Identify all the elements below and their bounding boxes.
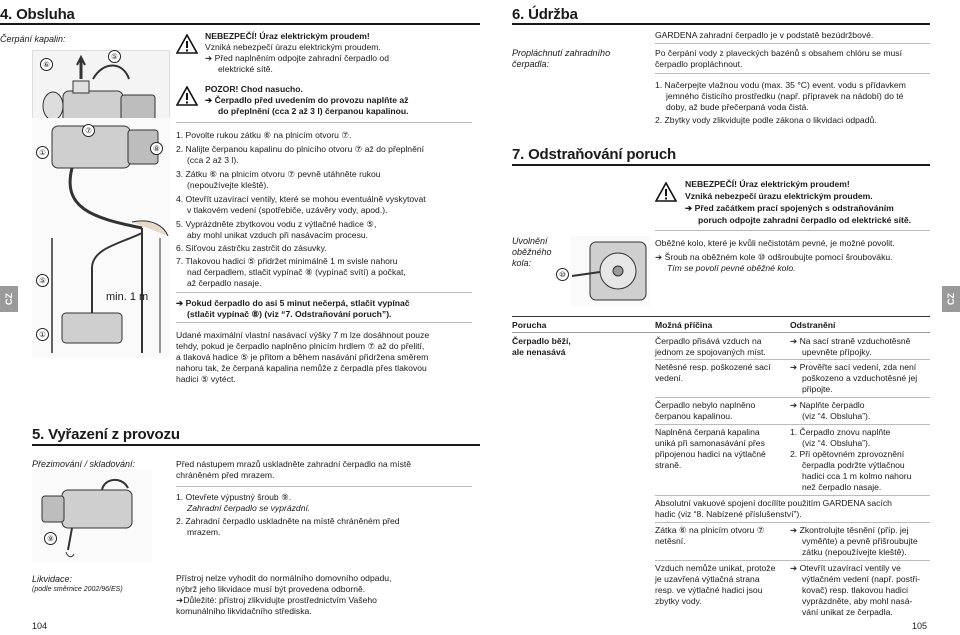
prez-step-2: 2. Zahradní čerpadlo uskladněte na místě chráněném před	[176, 516, 400, 526]
fix-cell: upevněte přípojky.	[802, 347, 872, 357]
pump-hose-figure	[32, 118, 170, 358]
cause-cell: netěsní.	[655, 536, 686, 546]
warning1-line2-row: ➔ Před naplněním odpojte zahradní čerpadlo od	[205, 53, 389, 63]
proplach-step-2: 2. Zbytky vody zlikvidujte podle zákona o likvidaci odpadů.	[655, 115, 877, 125]
divider	[176, 122, 472, 123]
cause-cell: straně.	[655, 460, 682, 470]
pump-drain-figure	[32, 470, 152, 562]
callout-6: ⑥	[40, 58, 53, 71]
fix-cell-row: ➔ Zkontrolujte těsnění (příp. jej	[790, 525, 909, 535]
note-bold-2: (stlačit vypínač ⑧) (viz “7. Odstraňování poruch”).	[187, 309, 392, 319]
row-rule	[655, 495, 930, 496]
section-rule	[512, 164, 930, 166]
step-4: 4. Otevřít uzavírací ventily, které se mohou eventuálně vyskytovat	[176, 194, 426, 204]
cause-cell: Absolutní vakuové spojení docílíte použitím GARDENA sacích	[655, 498, 892, 508]
step-7c: až čerpadlo nasaje.	[187, 278, 262, 288]
cause-cell: Čerpadlo přisává vzduch na	[655, 336, 762, 346]
prez-step-1: 1. Otevřete výpustný šroub ⑨.	[176, 492, 292, 502]
prezimovani-label: Přezimování / skladování:	[32, 459, 136, 469]
callout-8: ⑧	[150, 142, 163, 155]
arrow-icon: ➔	[790, 362, 800, 372]
warning3-line1: Vzniká nebezpečí úrazu elektrickým proudem.	[685, 191, 873, 201]
pump-drain-illustration	[32, 470, 152, 562]
kolo-label: Uvolnění oběžného kola:	[512, 236, 552, 268]
step-6: 6. Síťovou zástrčku zastrčit do zásuvky.	[176, 243, 327, 253]
table-header-fault: Porucha	[512, 320, 547, 330]
cause-cell: Čerpadlo nebylo naplněno	[655, 400, 756, 410]
fix-cell: hadici cca 1 m kolmo nahoru	[802, 471, 912, 481]
warning-triangle-icon	[655, 182, 677, 202]
cause-cell: resp. ve výtlačné hadici jsou	[655, 585, 763, 595]
divider	[176, 292, 472, 293]
para-4: nahoru tak, že čerpaná kapalina nemůže z čerpadla přes tlakovou	[176, 363, 427, 373]
step-3: 3. Zátku ⑥ na plnicím otvoru ⑦ pevně utáhněte rukou	[176, 169, 381, 179]
fix-cell: vání unikat ze čerpadla.	[802, 607, 893, 617]
para-2: tehdy, pokud je čerpadlo naplněno plnicím hrdlem ⑦ až do přelití,	[176, 341, 425, 351]
likv-text-2: nýbrž jeho likvidace musí být provedena odborně.	[176, 584, 366, 594]
prez-step-2b: mrazem.	[187, 527, 221, 537]
fault-cell: Čerpadlo běží,	[512, 336, 571, 346]
language-tab: CZ	[942, 286, 960, 312]
fix-cell: než čerpadlo nasaje.	[802, 482, 882, 492]
impeller-illustration	[570, 236, 650, 306]
kolo-text-2-row: ➔ Šroub na oběžném kole ⑩ odšroubujte pomocí šroubováku.	[655, 252, 893, 262]
min-height-label: min. 1 m	[106, 291, 149, 303]
proplach-label: Propláchnutí zahradního čerpadla:	[512, 48, 611, 69]
row-rule	[655, 424, 930, 425]
callout-9: ⑨	[44, 532, 57, 545]
cause-cell: uniká při samonasávání přes	[655, 438, 765, 448]
warning1-line3: elektrické sítě.	[218, 64, 273, 74]
step-5: 5. Vyprázdněte zbytkovou vodu z výtlačné hadice ⑤,	[176, 219, 377, 229]
divider	[176, 486, 472, 487]
likv-text-3-row: ➔Důležité: přístroj zlikvidujte prostřednictvím Vašeho	[176, 595, 377, 605]
fault-cell: ale nenasává	[512, 347, 566, 357]
arrow-icon: ➔	[205, 95, 215, 105]
fix-cell-row: ➔ Na sací straně vzduchotěsně	[790, 336, 911, 346]
callout-10: ⑩	[556, 268, 569, 281]
fix-cell: připojte.	[802, 384, 833, 394]
divider	[655, 230, 930, 231]
proplach-step-1c: doby, až bude přečerpaná voda čistá.	[666, 102, 809, 112]
divider	[655, 43, 930, 44]
likvidace-label: Likvidace:	[32, 574, 73, 584]
prez-step-1b: Zahradní čerpadlo se vyprázdní.	[187, 503, 311, 513]
row-rule	[655, 522, 930, 523]
cause-cell: vedení.	[655, 373, 684, 383]
prez-text-2: chráněném před mrazem.	[176, 470, 275, 480]
impeller-figure	[570, 236, 650, 306]
section-4-title: 4. Obsluha	[0, 6, 75, 23]
step-7: 7. Tlakovou hadici ⑤ přidržet minimálně 1 m svisle nahoru	[176, 256, 398, 266]
fix-cell: vyměňte) a pevně přišroubujte	[802, 536, 918, 546]
callout-7: ⑦	[82, 124, 95, 137]
prez-text-1: Před nástupem mrazů uskladněte zahradní čerpadlo na místě	[176, 459, 412, 469]
warning-triangle-icon	[176, 86, 198, 106]
warning2-title: POZOR! Chod nasucho.	[205, 84, 303, 94]
row-rule	[655, 359, 930, 360]
arrow-icon: ➔	[790, 563, 800, 573]
proplach-note-2: čerpadlo propláchnout.	[655, 59, 743, 69]
section-7-title: 7. Odstraňování poruch	[512, 146, 676, 163]
para-5: hadici ⑤ vytéct.	[176, 374, 236, 384]
cause-cell: připojenou hadici na výtlačné	[655, 449, 766, 459]
fix-cell: 1. Čerpadlo znovu naplňte	[790, 427, 891, 437]
fix-cell: vyprázdněte, aby mohl nasá-	[802, 596, 913, 606]
warning-triangle-icon	[176, 34, 198, 54]
step-1: 1. Povolte rukou zátku ⑥ na plnicím otvoru ⑦.	[176, 130, 352, 140]
para-3: a tlaková hadice ⑤ je přitom a během nasávání přidržena směrem	[176, 352, 429, 362]
step-2b: (cca 2 až 3 l).	[187, 155, 239, 165]
likvidace-sub: (podle směrnice 2002/96/ES)	[32, 586, 123, 593]
table-header-cause: Možná příčina	[655, 320, 713, 330]
arrow-icon: ➔	[176, 298, 186, 308]
section-rule	[32, 444, 480, 446]
cause-cell: Zátka ⑥ na plnicím otvoru ⑦	[655, 525, 765, 535]
section-5-title: 5. Vyřazení z provozu	[32, 426, 180, 443]
step-4b: v tlakovém vedení (spotřebiče, uzávěry vody, apod.).	[187, 205, 388, 215]
warning2-line2: do přeplnění (cca 2 až 3 l) čerpanou kapalinou.	[218, 106, 409, 116]
divider	[176, 322, 472, 323]
kolo-text-1: Oběžné kolo, které je kvůli nečistotám pevné, je možné povolit.	[655, 238, 895, 248]
fix-cell: čerpadla podržte výtlačnou	[802, 460, 905, 470]
arrow-icon: ➔	[176, 595, 184, 605]
cause-cell: Naplněná čerpaná kapalina	[655, 427, 760, 437]
cause-cell: čerpanou kapalinou.	[655, 411, 733, 421]
fix-cell-row: ➔ Naplňte čerpadlo	[790, 400, 865, 410]
warning2-line1-row: ➔ Čerpadlo před uvedením do provozu naplňte až	[205, 95, 409, 105]
table-header-fix: Odstranění	[790, 320, 836, 330]
callout-1b: ①	[36, 328, 49, 341]
page-number-right: 105	[912, 621, 928, 631]
callout-5b: ⑤	[36, 274, 49, 287]
note-bold-row: ➔ Pokud čerpadlo do asi 5 minut nečerpá, stlačit vypínač	[176, 298, 410, 308]
section-rule	[512, 23, 930, 25]
proplach-note-1: Po čerpání vody z plaveckých bazénů s obsahem chlóru se musí	[655, 48, 902, 58]
right-page	[480, 0, 960, 635]
fix-cell: výtlačném vedení (např. postři-	[802, 574, 920, 584]
section-rule	[0, 23, 480, 25]
pump-hose-illustration	[32, 118, 170, 358]
table-top-rule	[512, 316, 930, 317]
arrow-icon: ➔	[205, 53, 215, 63]
fix-cell-row: ➔ Otevřít uzavírací ventily ve	[790, 563, 901, 573]
cause-cell: jednom ze spojovaných míst.	[655, 347, 766, 357]
warning1-line1: Vzniká nebezpečí úrazu elektrickým proudem.	[205, 42, 381, 52]
row-rule	[655, 560, 930, 561]
likv-text-4: komunálního likvidačního střediska.	[176, 606, 312, 616]
arrow-icon: ➔	[655, 252, 665, 262]
warning3-title: NEBEZPEČÍ! Úraz elektrickým proudem!	[685, 179, 850, 189]
arrow-icon: ➔	[790, 525, 800, 535]
warning3-line3: poruch odpojte zahradní čerpadlo od elektrické sítě.	[698, 215, 911, 225]
fix-cell: kovač) resp. tlakovou hadici	[802, 585, 909, 595]
step-3b: (nepoužívejte kleště).	[187, 180, 269, 190]
proplach-intro: GARDENA zahradní čerpadlo je v podstatě bezúdržbové.	[655, 30, 874, 40]
proplach-step-1: 1. Načerpejte vlažnou vodu (max. 35 °C) event. vodu s přídavkem	[655, 80, 906, 90]
step-7b: nad čerpadlem, stlačit vypínač ⑧ (vypínač svítí) a počkat,	[187, 267, 406, 277]
warning3-line2-row: ➔ Před začátkem prací spojených s odstraňováním	[685, 203, 894, 213]
fix-cell: (viz “4. Obsluha”).	[802, 438, 871, 448]
cause-cell: Vzduch nemůže unikat, protože	[655, 563, 776, 573]
language-tab: CZ	[0, 286, 18, 312]
fix-cell: 2. Při opětovném zprovoznění	[790, 449, 905, 459]
fix-cell: zátku (nepoužívejte kleště).	[802, 547, 907, 557]
divider	[655, 73, 930, 74]
likv-text-1: Přístroj nelze vyhodit do normálního domovního odpadu,	[176, 573, 392, 583]
callout-1: ①	[36, 146, 49, 159]
cause-cell: hadic (viz “8. Nabízené příslušenství”).	[655, 509, 802, 519]
page-number-left: 104	[32, 621, 48, 631]
table-header-rule	[512, 332, 930, 333]
fix-cell: (viz “4. Obsluha”).	[802, 411, 871, 421]
proplach-step-1b: jemného čisticího prostředku (např. přípravek na nádobí) do té	[666, 91, 904, 101]
callout-5: ⑤	[108, 50, 121, 63]
section-6-title: 6. Údržba	[512, 6, 578, 23]
step-2: 2. Nalijte čerpanou kapalinu do plnicího otvoru ⑦ až do přeplnění	[176, 144, 425, 154]
step-5b: aby mohl unikat vzduch při nasávacím procesu.	[187, 230, 369, 240]
cause-cell: zbytky vody.	[655, 596, 702, 606]
arrow-icon: ➔	[790, 336, 800, 346]
cause-cell: je uzavřená výtlačná strana	[655, 574, 760, 584]
cerpani-label: Čerpání kapalin:	[0, 34, 66, 44]
kolo-text-3: Tím se povolí pevné oběžné kolo.	[667, 263, 796, 273]
cause-cell: Netěsné resp. poškozené sací	[655, 362, 771, 372]
row-rule	[655, 397, 930, 398]
fix-cell: poškozeno a vzduchotěsné jej	[802, 373, 918, 383]
arrow-icon: ➔	[685, 203, 695, 213]
para-1: Udané maximální vlastní nasávací výšky 7 m lze dosáhnout pouze	[176, 330, 430, 340]
arrow-icon: ➔	[790, 400, 800, 410]
fix-cell-row: ➔ Prověřte sací vedení, zda není	[790, 362, 917, 372]
warning1-title: NEBEZPEČÍ! Úraz elektrickým proudem!	[205, 31, 370, 41]
